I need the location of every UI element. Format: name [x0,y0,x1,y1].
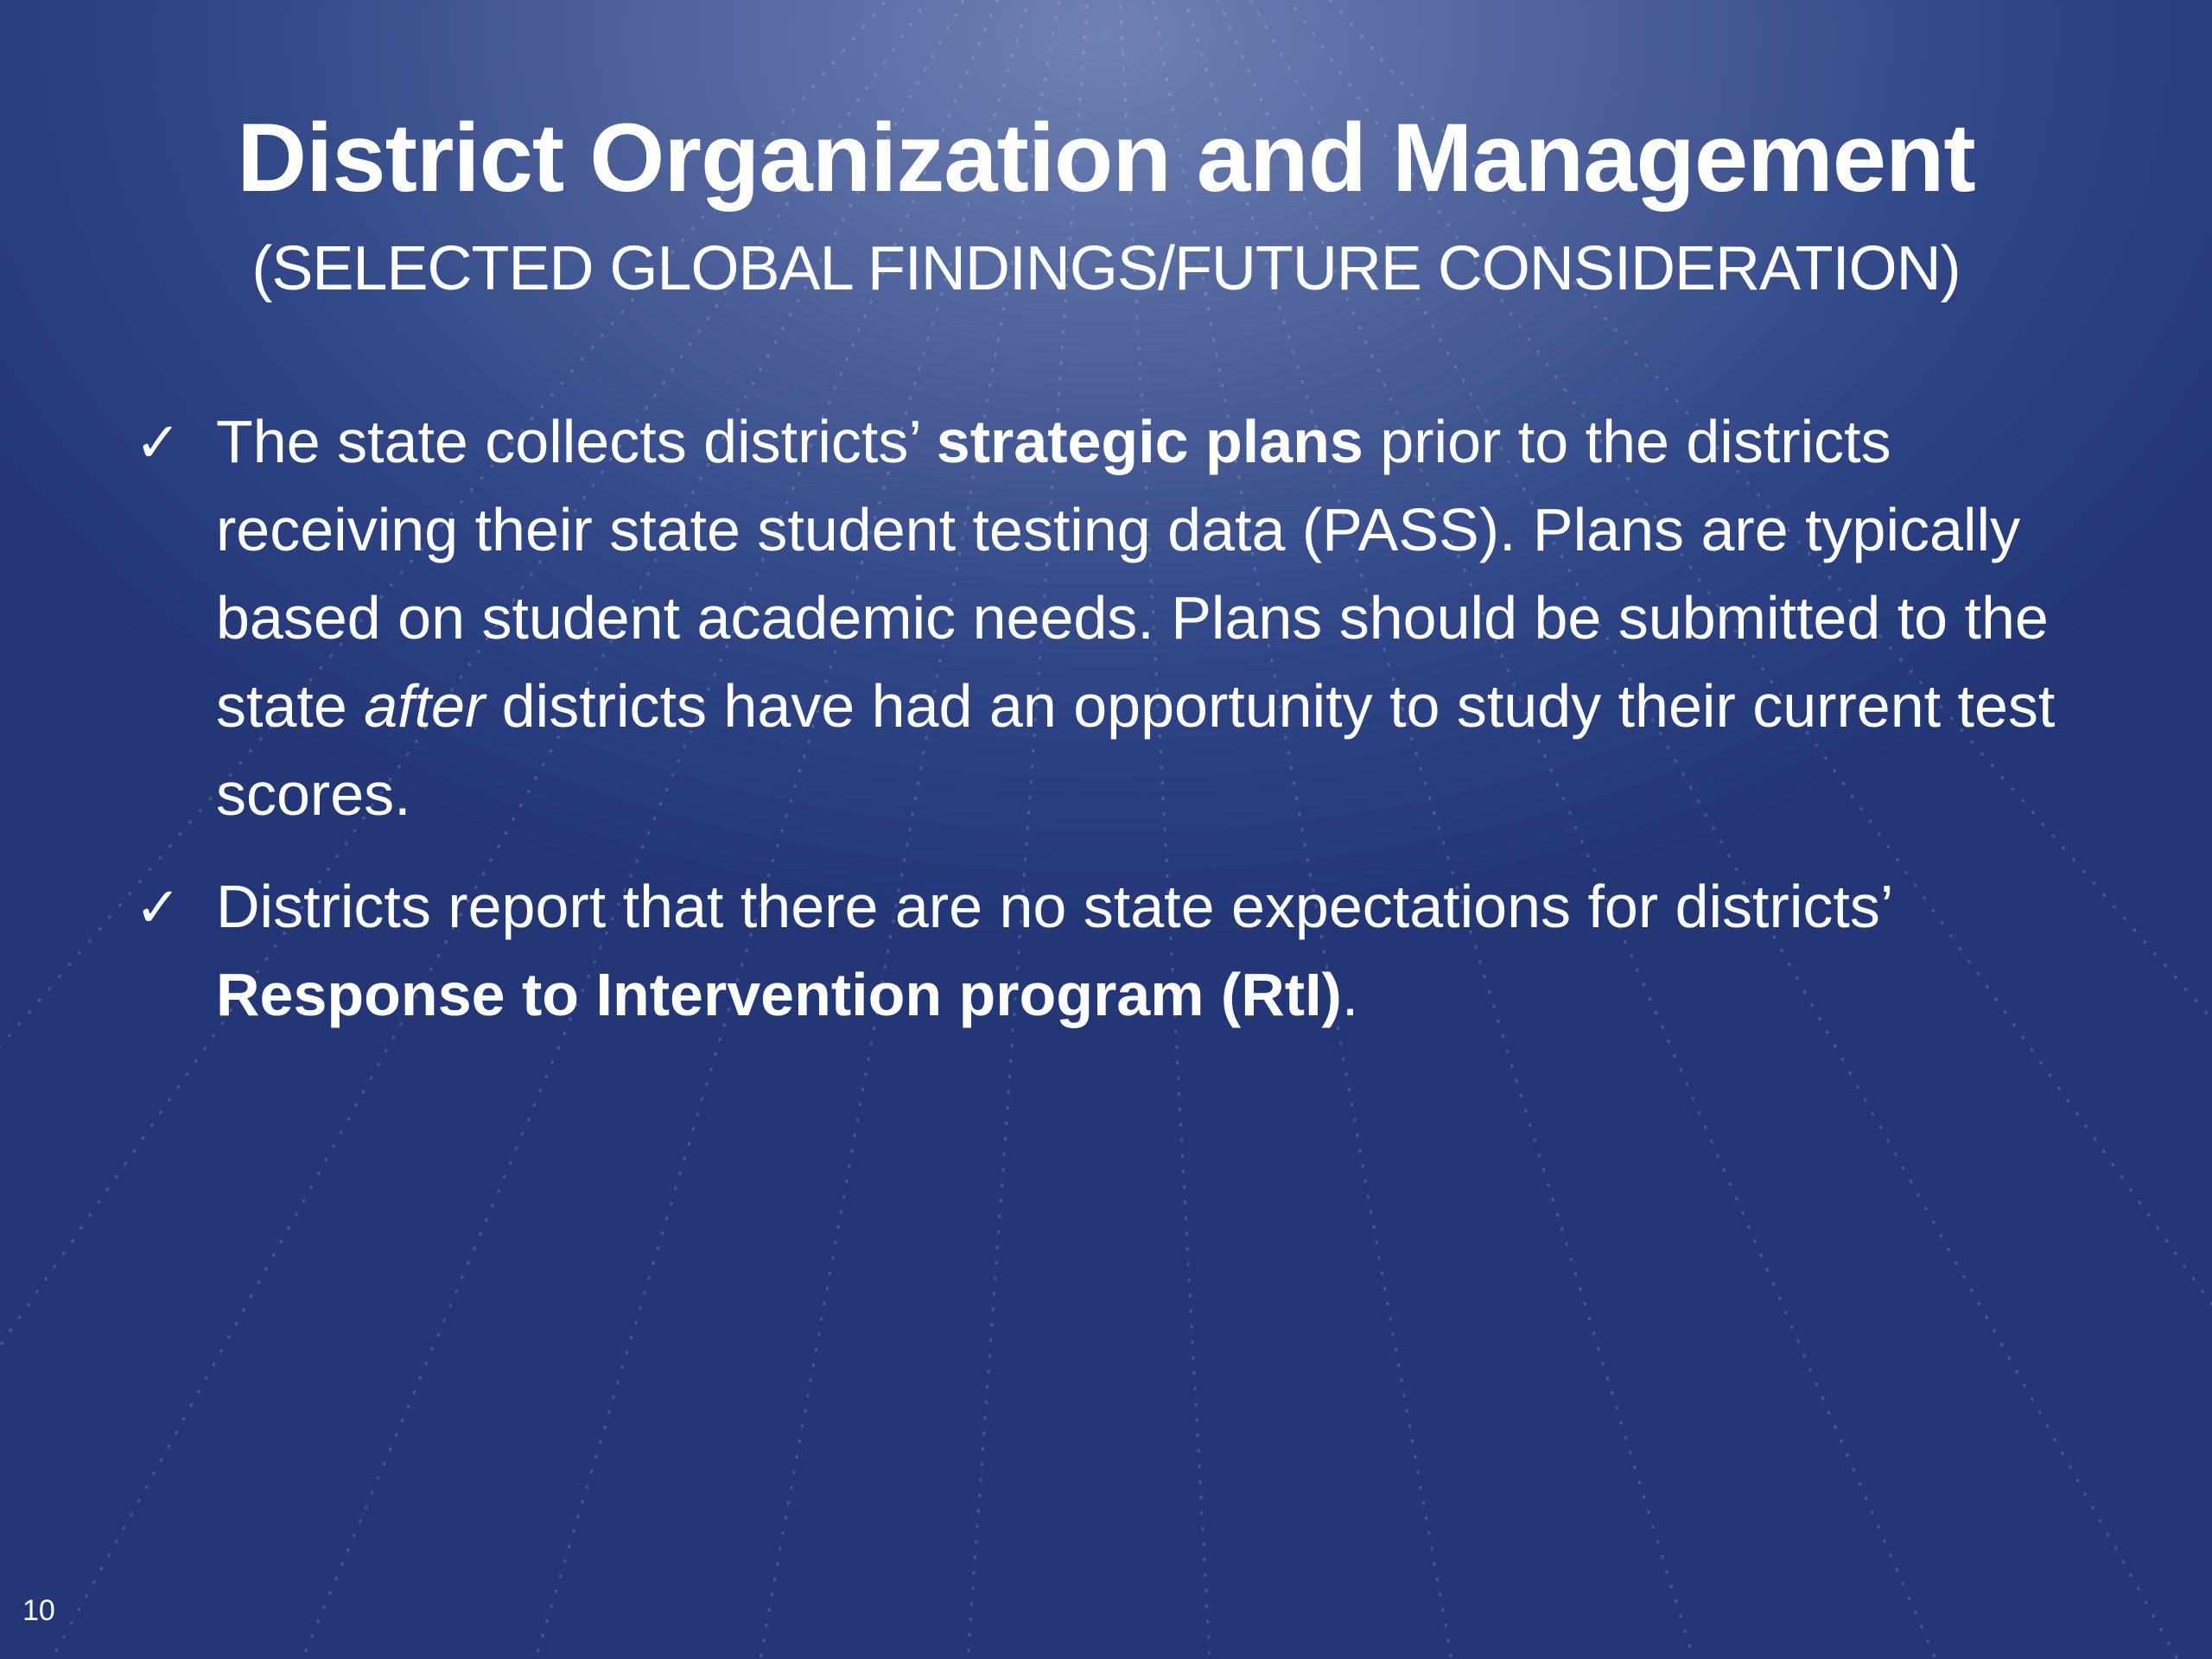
bullet-emphasis-bold: Response to Intervention program (RtI) [216,961,1342,1028]
bullet-text: prior to the districts receiving their state student testing data (PASS). Plans are typically based on student academic needs. Plans should be submitted to the state [216,408,2049,740]
bullet-list [128,397,2115,1063]
bullet-text: Districts report that there are no state expectations for districts’ [216,873,1891,940]
bullet-text: . [1341,961,1359,1028]
slide-subtitle: (SELECTED GLOBAL FINDINGS/FUTURE CONSIDERATION) [251,234,1961,303]
bullet-emphasis-italic: after [364,672,486,740]
bullet-item [128,397,2115,838]
bullet-emphasis-bold: strategic plans [936,408,1363,475]
slide-number: 10 [22,1594,55,1627]
checkmark-icon: ✓ [135,876,181,940]
bullet-text: districts have had an opportunity to study their current test scores. [216,672,2056,828]
bullet-text: The state collects districts’ [216,408,937,475]
bullet-item [128,862,2115,1039]
slide-title: District Organization and Management [237,104,1975,212]
checkmark-icon: ✓ [135,411,181,475]
